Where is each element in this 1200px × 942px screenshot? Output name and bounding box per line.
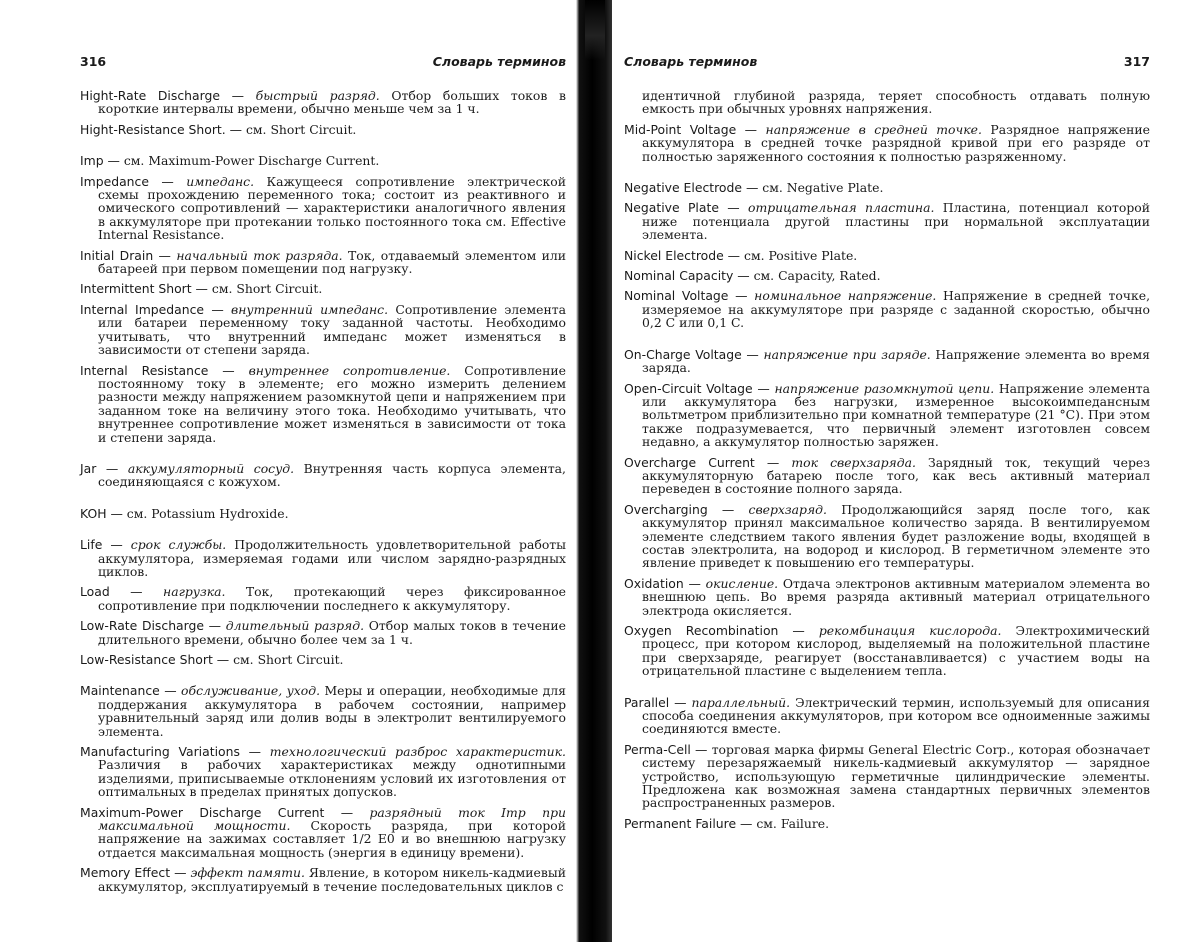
entry-translation: начальный ток разряда. [176, 247, 343, 263]
entry-term: Internal Resistance — [80, 362, 249, 378]
glossary-entry [80, 249, 566, 276]
entry-term: Permanent Failure — [624, 815, 757, 831]
entry-term: Perma-Cell — [624, 741, 712, 757]
entry-translation: внутреннее сопротивление. [248, 362, 451, 378]
entry-translation: ток сверхзаряда. [791, 454, 916, 470]
entry-term: Nominal Capacity — [624, 268, 754, 284]
entry-definition: Меры и операции, необходимые для поддержания аккумулятора в рабочем состоянии, например уравнительный заряд или долив воды в электролит вентилируемого элемента. [98, 683, 566, 739]
running-title: Словарь терминов [624, 54, 758, 69]
entry-definition: Пластина, потенциал которой ниже потенциала другой пластины при нормальной эксплуатации элемента. [642, 200, 1150, 243]
entry-term: Manufacturing Variations — [80, 744, 270, 760]
entry-translation: технологический разброс характеристик. [269, 744, 566, 760]
entry-definition: Электрохимический процесс, при котором кислород, выделяемый на положительной пластине при сверхзаряде, реагирует (восстанавливается) с участием воды на отрицательной пластине с выделением тепла. [642, 623, 1151, 679]
glossary-entry [80, 507, 566, 520]
glossary-entry [624, 696, 1150, 736]
entry-term: Nickel Electrode — [624, 247, 744, 263]
entry-definition: идентичной глубиной разряда, теряет способность отдавать полную емкость при обычных уровнях напряжения. [642, 88, 1150, 117]
entry-term: Negative Electrode — [624, 180, 763, 196]
entry-definition: Электрический термин, используемый для описания способа соединения аккумуляторов, при котором все одноименные зажимы соединяются вместе. [642, 694, 1150, 737]
entry-translation: внутренний импеданс. [231, 301, 389, 317]
entry-definition: см. Failure. [756, 815, 830, 831]
entry-term: Overcharge Current — [624, 454, 792, 470]
entry-translation: отрицательная пластина. [748, 200, 935, 216]
entry-term: Impedance — [80, 173, 187, 189]
entry-definition: торговая марка фирмы General Electric Corp., которая обозначает систему перезаряжаемый никель-кадмиевый аккумулятор — зарядное устройство, использующую герметичные цилиндрические элементы. Предложена как возможная замена стандартных первичных элементов распространенных размеров. [642, 741, 1151, 811]
entry-term: KOH — [80, 505, 127, 521]
entry-definition: Отдача электронов активным материалом элемента во внешнюю цепь. Во время разряда активный материал отрицательного электрода окисляется. [642, 575, 1150, 618]
glossary-entry [624, 123, 1150, 163]
entry-definition: Напряжение элемента во время заряда. [642, 346, 1150, 376]
glossary-entry [624, 817, 1150, 830]
entry-term: Hight-Resistance Short. — [80, 121, 246, 137]
entry-term: Load — [80, 584, 164, 600]
entry-term: Nominal Voltage — [624, 288, 755, 304]
entry-definition: Напряжение в средней точке, измеряемое на аккумуляторе при разряде с заданной скоростью, обычно 0,2 C или 0,1 C. [642, 288, 1151, 331]
left-page [0, 0, 572, 942]
glossary-entry [80, 462, 566, 489]
entry-translation: окисление. [705, 575, 779, 591]
entry-term: Imp — [80, 153, 124, 169]
entry-term: Initial Drain — [80, 247, 177, 263]
entry-definition: Разрядное напряжение аккумулятора в средней точке разрядной кривой при его разряде от полностью заряженного состояния к полностью разряженному. [642, 121, 1150, 164]
glossary-entry [80, 89, 566, 116]
entry-definition: Ток, протекающий через фиксированное сопротивление при подключении последнего к аккумулятору. [98, 584, 566, 613]
glossary-entry [624, 382, 1150, 449]
entry-definition: см. Short Circuit. [233, 652, 344, 667]
entry-definition: см. Capacity, Rated. [753, 268, 881, 284]
glossary-entry [624, 624, 1150, 678]
entry-term: Maintenance — [80, 683, 182, 699]
glossary-entry [624, 269, 1150, 282]
entry-definition: Продолжительность удовлетворительной работы аккумулятора, измеряемая годами или числом зарядно-разрядных циклов. [98, 537, 566, 579]
entry-term: Oxygen Recombination — [624, 623, 819, 638]
glossary-entry [80, 684, 566, 738]
entry-term: Mid-Point Voltage — [624, 121, 766, 137]
entry-definition: Кажущееся сопротивление электрической схемы прохождению переменного тока; состоит из реактивного и омического сопротивлений — характеристики аналогичного явления в аккумуляторе при протекании только постоянного тока см. Effective Internal Resistance. [98, 173, 566, 243]
book-gutter [572, 0, 612, 942]
right-entry-list [624, 89, 1150, 830]
entry-translation: импеданс. [186, 173, 255, 189]
entry-translation: эффект памяти. [190, 865, 305, 881]
entry-translation: длительный разряд. [225, 618, 365, 634]
glossary-entry [80, 585, 566, 612]
glossary-entry [624, 456, 1150, 496]
glossary-entry [624, 348, 1150, 375]
glossary-entry [80, 123, 566, 136]
entry-term: Intermittent Short — [80, 281, 212, 297]
entry-definition: Отбор больших токов в короткие интервалы времени, обычно меньше чем за 1 ч. [98, 88, 566, 117]
glossary-entry [80, 745, 566, 799]
entry-term: Jar — [80, 460, 128, 476]
entry-definition: Ток, отдаваемый элементом или батареей при первом помещении под нагрузку. [98, 247, 566, 277]
entry-definition: Скорость разряда, при которой напряжение на зажимах составляет 1/2 E0 и во внешнюю нагрузку отдается максимальная мощность (энергия в единицу времени). [98, 818, 566, 860]
entry-definition: Сопротивление элемента или батареи переменному току заданной частоты. Необходимо учитывать, что внутренний импеданс может изменяться в зависимости от степени заряда. [98, 301, 566, 358]
entry-term: Negative Plate — [624, 200, 749, 216]
entry-definition: Напряжение элемента или аккумулятора без нагрузки, измеренное высокоимпедансным вольтметром приблизительно при комнатной температуре (21 °C). При этом также подразумевается, что первичный элемент изготовлен совсем недавно, а аккумулятор полностью заряжен. [642, 380, 1150, 450]
glossary-entry [80, 303, 566, 357]
glossary-entry [624, 181, 1150, 194]
entry-definition: Отбор малых токов в течение длительного времени, обычно более чем за 1 ч. [98, 618, 566, 647]
entry-definition: см. Maximum-Power Discharge Current. [123, 153, 380, 169]
entry-translation: аккумуляторный сосуд. [127, 460, 295, 476]
entry-term: Hight-Rate Discharge — [80, 88, 256, 103]
glossary-entry [624, 249, 1150, 262]
entry-translation: быстрый разряд. [255, 88, 380, 103]
entry-translation: параллельный. [691, 694, 791, 710]
entry-term: Open-Circuit Voltage — [624, 380, 775, 396]
entry-definition: см. Potassium Hydroxide. [126, 505, 289, 521]
entry-translation: сверхзаряд. [748, 501, 827, 517]
entry-term: Parallel — [624, 694, 692, 710]
glossary-entry [624, 289, 1150, 329]
entry-term: Memory Effect — [80, 865, 191, 881]
glossary-entry [624, 201, 1150, 241]
right-page-header [624, 54, 1150, 69]
entry-translation: срок службы. [130, 537, 227, 553]
entry-definition: см. Positive Plate. [744, 247, 858, 263]
page-number: 317 [1123, 54, 1150, 69]
glossary-entry [624, 503, 1150, 570]
glossary-entry [80, 175, 566, 242]
page-number: 316 [80, 54, 107, 69]
glossary-entry [80, 538, 566, 578]
glossary-entry [80, 154, 566, 167]
running-title: Словарь терминов [432, 54, 566, 69]
entry-definition: Явление, в котором никель-кадмиевый аккумулятор, эксплуатируемый в течение последовательных циклов с [98, 865, 566, 894]
glossary-entry [80, 653, 566, 666]
entry-translation: разрядный ток Imp при максимальной мощности. [98, 804, 566, 834]
entry-term: Low-Resistance Short — [80, 652, 234, 667]
right-page [612, 0, 1200, 942]
glossary-entry [80, 806, 566, 860]
entry-definition: Зарядный ток, текущий через аккумуляторную батарею после того, как весь активный материал переведен в состояние полного заряда. [642, 454, 1150, 497]
entry-term: Life — [80, 537, 131, 553]
entry-definition: Различия в рабочих характеристиках между однотипными изделиями, приписываемые отклонениям условий их изготовления от оптимальных в пределах принятых допусков. [98, 757, 566, 800]
entry-term: Overcharging — [624, 501, 749, 517]
glossary-entry [80, 866, 566, 893]
entry-term: Maximum-Power Discharge Current — [80, 804, 370, 820]
entry-translation: напряжение в средней точке. [765, 121, 982, 137]
entry-translation: номинальное напряжение. [754, 288, 937, 304]
glossary-entry [624, 577, 1150, 617]
glossary-entry [80, 619, 566, 646]
entry-definition: Внутренняя часть корпуса элемента, соединяющаяся с кожухом. [98, 460, 566, 490]
entry-definition: Сопротивление постоянному току в элементе; его можно измерить делением разности между напряжением разомкнутой цепи и напряжением при заданном токе на величину этого тока. Необходимо учитывать, что внутреннее сопротивление может изменяться в зависимости от тока и степени заряда. [98, 362, 566, 445]
gutter-shadow [585, 0, 605, 60]
glossary-entry [80, 364, 566, 444]
entry-translation: рекомбинация кислорода. [818, 623, 1002, 638]
entry-term: Low-Rate Discharge — [80, 618, 226, 634]
entry-definition: Продолжающийся заряд после того, как аккумулятор принял максимальное количество заряда. В вентилируемом элементе следствием такого явления будет разложение воды, входящей в состав электролита, на водород и кислород. В герметичном элементе это явление приведет к повышению его температуры. [642, 501, 1150, 571]
glossary-entry [80, 282, 566, 295]
entry-definition: см. Negative Plate. [762, 180, 884, 196]
entry-term: Oxidation — [624, 575, 706, 591]
left-entry-list [80, 89, 566, 893]
glossary-entry [624, 743, 1150, 810]
entry-definition: см. Short Circuit. [211, 281, 323, 297]
entry-translation: обслуживание, уход. [181, 683, 321, 699]
entry-translation: напряжение разомкнутой цепи. [774, 380, 995, 396]
entry-term: Internal Impedance — [80, 301, 232, 317]
left-page-header [80, 54, 566, 69]
entry-definition: см. Short Circuit. [245, 121, 357, 137]
entry-term: On-Charge Voltage — [624, 346, 764, 362]
glossary-entry [624, 89, 1150, 116]
entry-translation: напряжение при заряде. [763, 346, 931, 362]
entry-translation: нагрузка. [163, 584, 226, 600]
